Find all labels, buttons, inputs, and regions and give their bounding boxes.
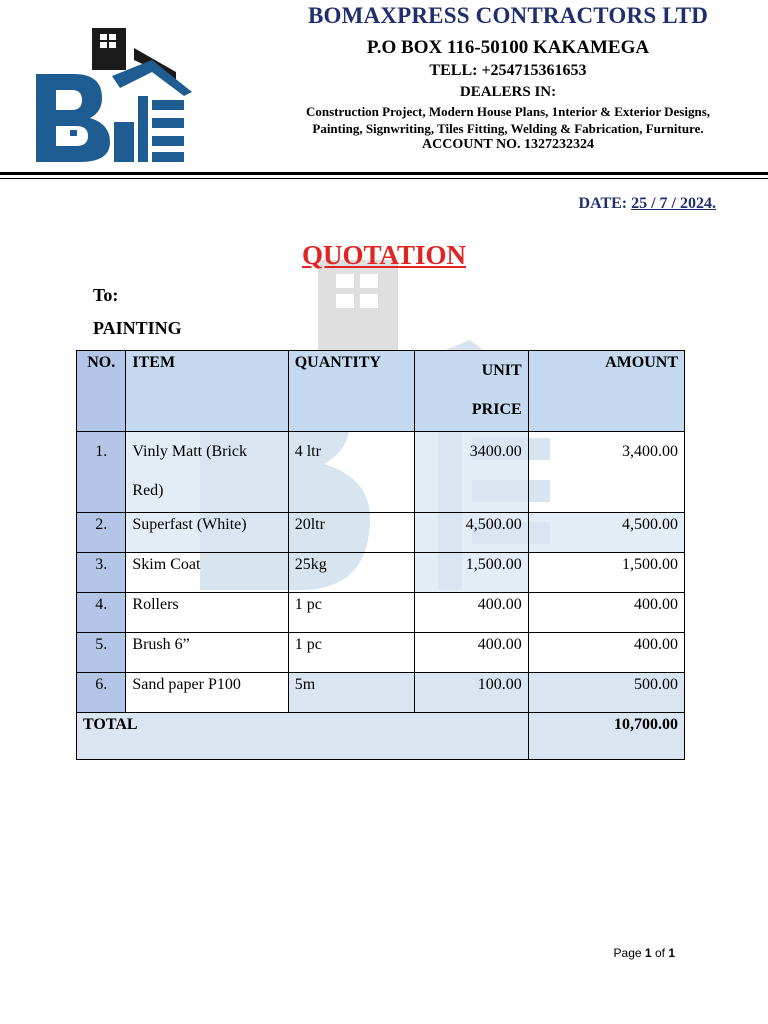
table-row [77, 593, 685, 633]
row-unit-price: 1,500.00 [414, 553, 528, 593]
date-label: DATE: [578, 195, 628, 212]
header-no: NO. [77, 351, 126, 432]
document-title: QUOTATION [301, 240, 467, 270]
table-header-row [77, 351, 685, 432]
row-unit-price: 4,500.00 [414, 513, 528, 553]
company-phone: TELL: +254715361653 [429, 62, 587, 79]
row-item: Sand paper P100 [126, 673, 288, 713]
row-quantity: 25kg [288, 553, 414, 593]
row-unit-price: 3400.00 [414, 432, 528, 513]
company-name: BOMAXPRESS CONTRACTORS LTD [307, 3, 709, 28]
row-quantity: 1 pc [288, 593, 414, 633]
header-unit-price [414, 351, 528, 432]
row-quantity: 20ltr [288, 513, 414, 553]
table-row [77, 673, 685, 713]
page-total: 1 [668, 946, 675, 960]
table-total-row [77, 713, 685, 760]
row-no: 3. [77, 553, 126, 593]
header-unit-line-1: UNIT [481, 362, 522, 379]
page-number [614, 946, 675, 960]
row-unit-price: 100.00 [414, 673, 528, 713]
services-list [250, 103, 766, 137]
table-row [77, 432, 685, 513]
quotation-table [76, 350, 685, 760]
row-amount: 3,400.00 [528, 432, 684, 513]
row-quantity: 5m [288, 673, 414, 713]
services-line-2: Painting, Signwriting, Tiles Fitting, Welding & Fabrication, Furniture. [312, 121, 704, 136]
row-item-line-1: Vinly Matt (Brick [132, 443, 247, 460]
quotation-date [579, 195, 716, 213]
row-item-line-2: Red) [132, 482, 164, 499]
row-amount: 400.00 [528, 593, 684, 633]
header-amount: AMOUNT [528, 351, 684, 432]
row-amount: 400.00 [528, 633, 684, 673]
page-prefix: Page [613, 946, 642, 960]
row-unit-price: 400.00 [414, 593, 528, 633]
table-row [77, 513, 685, 553]
header-rule-thin [0, 178, 768, 179]
row-item: Skim Coat [126, 553, 288, 593]
row-unit-price: 400.00 [414, 633, 528, 673]
page-of: of [654, 946, 665, 960]
row-amount: 1,500.00 [528, 553, 684, 593]
services-line-1: Construction Project, Modern House Plans, 1nterior & Exterior Designs, [305, 104, 711, 119]
section-heading: PAINTING [93, 318, 182, 338]
table-row [77, 633, 685, 673]
row-item: Brush 6” [126, 633, 288, 673]
row-no: 2. [77, 513, 126, 553]
row-no: 6. [77, 673, 126, 713]
date-value: 25 / 7 / 2024. [631, 195, 716, 212]
row-item: Rollers [126, 593, 288, 633]
row-quantity: 4 ltr [288, 432, 414, 513]
total-value: 10,700.00 [528, 713, 684, 760]
page-current: 1 [644, 946, 652, 960]
header-rule-thick [0, 172, 768, 175]
header-quantity: QUANTITY [288, 351, 414, 432]
row-no: 4. [77, 593, 126, 633]
row-item [126, 432, 288, 513]
row-no: 1. [77, 432, 126, 513]
row-no: 5. [77, 633, 126, 673]
company-pobox: P.O BOX 116-50100 KAKAMEGA [366, 37, 650, 58]
header-unit-line-2: PRICE [471, 401, 522, 418]
table-row [77, 553, 685, 593]
row-item: Superfast (White) [126, 513, 288, 553]
recipient-label: To: [93, 285, 119, 305]
row-quantity: 1 pc [288, 633, 414, 673]
header-item: ITEM [126, 351, 288, 432]
row-amount: 500.00 [528, 673, 684, 713]
total-label: TOTAL [77, 713, 529, 760]
account-number: ACCOUNT NO. 1327232324 [421, 137, 595, 152]
company-logo [34, 26, 194, 166]
row-amount: 4,500.00 [528, 513, 684, 553]
dealers-heading: DEALERS IN: [459, 84, 557, 100]
